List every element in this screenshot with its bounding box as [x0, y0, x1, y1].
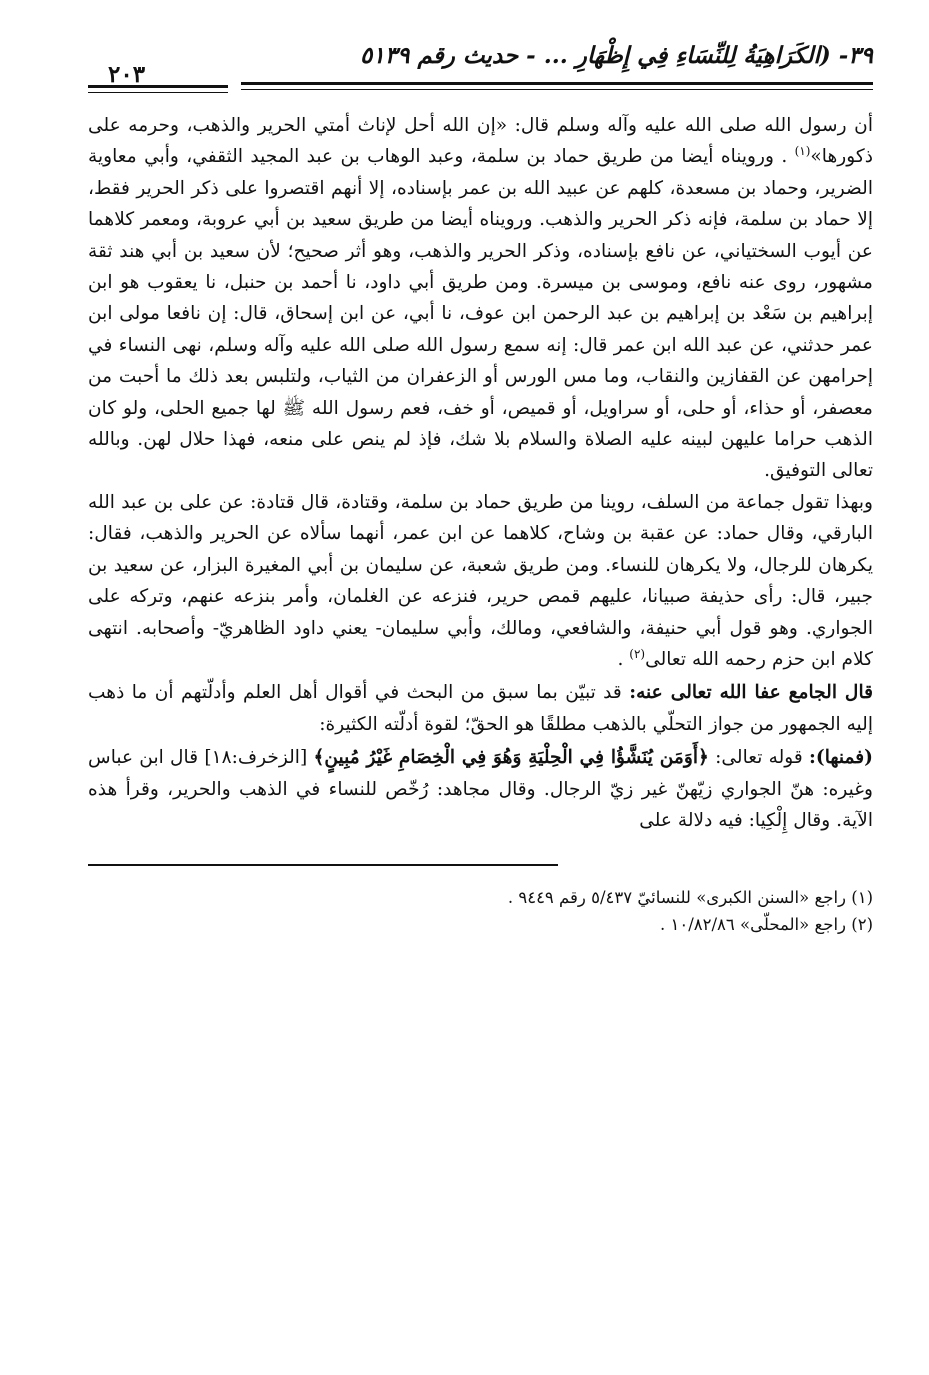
- paragraph-1: [88, 110, 873, 487]
- page-number-rule: [88, 85, 228, 88]
- footnote-ref-2: (٢): [629, 646, 646, 661]
- paragraph-4-text: [الزخرف:١٨] قال ابن عباس وغيره: هنّ الجواري زيّهنّ غير زيّ الرجال. وقال مجاهد: رُخّص للنساء في الذهب والحرير، وقرأ هذه الآية. وقال إِلْكِيا: فيه دلالة على: [88, 747, 873, 831]
- paragraph-2-text: وبهذا تقول جماعة من السلف، روينا من طريق حماد بن سلمة، وقتادة، قال قتادة: عن على بن عبد الله البارقي، وقال حماد: عن عقبة بن وشاح، كلاهما عن ابن عمر، أنهما سألاه عن الحرير والذهب، فقال: يكرهان للرجال، ولا يكرهان للنساء. ومن طريق شعبة، عن سليمان بن أبي المغيرة البزار، عن سعيد بن جبير، قال: رأى حذيفة صبيانا، عليهم قمص حرير، فنزعه عن الغلمان، وأمر بنزعه عنهم، وتركه على الجواري. وهو قول أبي حنيفة، والشافعي، ومالك، وأبي سليمان- يعني داود الظاهريّ- وأصحابه. انتهى كلام ابن حزم رحمه الله تعالى: [88, 491, 873, 670]
- footnote-1: (١) راجع «السنن الكبرى» للنسائيّ ٥/٤٣٧ رقم ٩٤٤٩ .: [507, 888, 873, 908]
- paragraph-2: [88, 487, 873, 675]
- compiler-note-lead: قال الجامع عفا الله تعالى عنه:: [629, 682, 873, 704]
- page-number: ٢٠٣: [108, 61, 146, 88]
- paragraph-1-continuation: . ورويناه أيضا من طريق حماد بن سلمة، وعبد الوهاب بن عبد المجيد الثقفي، وأبي معاوية الضرير، وحماد بن مسعدة، كلهم عن عبيد الله بن عمر بإسناده، إلا أنهم اقتصروا على ذكر الحرير فقط، إلا حماد بن سلمة، فإنه ذكر الحرير والذهب. ورويناه أيضا من طريق سعيد بن أبي عروبة، ومعمر كلاهما عن أيوب السختياني، عن نافع بإسناده، وذكر الحرير والذهب، وهو أثر صحيح؛ لأن سعيد بن أبي هند ثقة مشهور، روى عنه نافع، وموسى بن ميسرة. ومن طريق أبي داود، نا أحمد بن حنبل، نا يعقوب هو ابن إبراهيم بن سَعْد بن إبراهيم بن عبد الرحمن ابن عوف، نا أبي، عن ابن إسحاق، قال: إن نافعا مولى ابن عمر حدثني، عن عبد الله ابن عمر قال: إنه سمع رسول الله صلى الله عليه وآله وسلم، نهى النساء في إحرامهن عن القفازين والنقاب، وما مس الورس أو الزعفران من الثياب، ولتلبس بعد ذلك ما أحبت من معصفر، أو حذاء، أو حلى، أو سراويل، أو قميص، أو خف، فعم رسول الله ﷺ لها جميع الحلى، ولو كان الذهب حراما عليهن لبينه عليه الصلاة والسلام بلا شك، فإذ لم ينص على منعه، فهذا حلال لهن. وبالله تعالى التوفيق.: [88, 146, 873, 482]
- paragraph-4-intro: قوله تعالى:: [708, 747, 810, 769]
- evidence-lead: (فمنها):: [809, 747, 873, 769]
- footnotes: [88, 884, 873, 938]
- paragraph-1-text: أن رسول الله صلى الله عليه وآله وسلم قال: «إن الله أحل لإناث أمتي الحرير والذهب، وحرمه على ذكورها»: [88, 115, 873, 168]
- footnote-2: (٢) راجع «المحلّى» ١٠/٨٢/٨٦ .: [659, 915, 873, 935]
- main-text: [88, 110, 873, 836]
- running-title: ٣٩- (الكَرَاهِيَةُ لِلنِّسَاءِ فِي إِظْهَارِ ... - حديث رقم ٥١٣٩: [360, 42, 873, 69]
- page-number-rule-thin: [88, 92, 228, 93]
- page-header: [88, 38, 873, 94]
- book-page: [88, 38, 873, 1338]
- paragraph-3: [88, 677, 873, 740]
- header-rule-thin: [241, 89, 873, 90]
- header-rule: [241, 82, 873, 85]
- paragraph-4: [88, 742, 873, 836]
- quran-verse: ﴿أَوَمَن يُنَشَّؤُا فِي الْحِلْيَةِ وَهُوَ فِي الْخِصَامِ غَيْرُ مُبِينٍ﴾: [313, 747, 709, 769]
- paragraph-3-text: قد تبيّن بما سبق من البحث في أقوال أهل العلم وأدلّتهم أن ما ذهب إليه الجمهور من جواز التحلّي بالذهب مطلقًا هو الحقّ؛ لقوة أدلّته الكثيرة:: [88, 682, 873, 735]
- footnote-ref-1: (١): [794, 144, 811, 159]
- paragraph-2-end: .: [617, 648, 630, 670]
- footnote-divider: [88, 864, 558, 866]
